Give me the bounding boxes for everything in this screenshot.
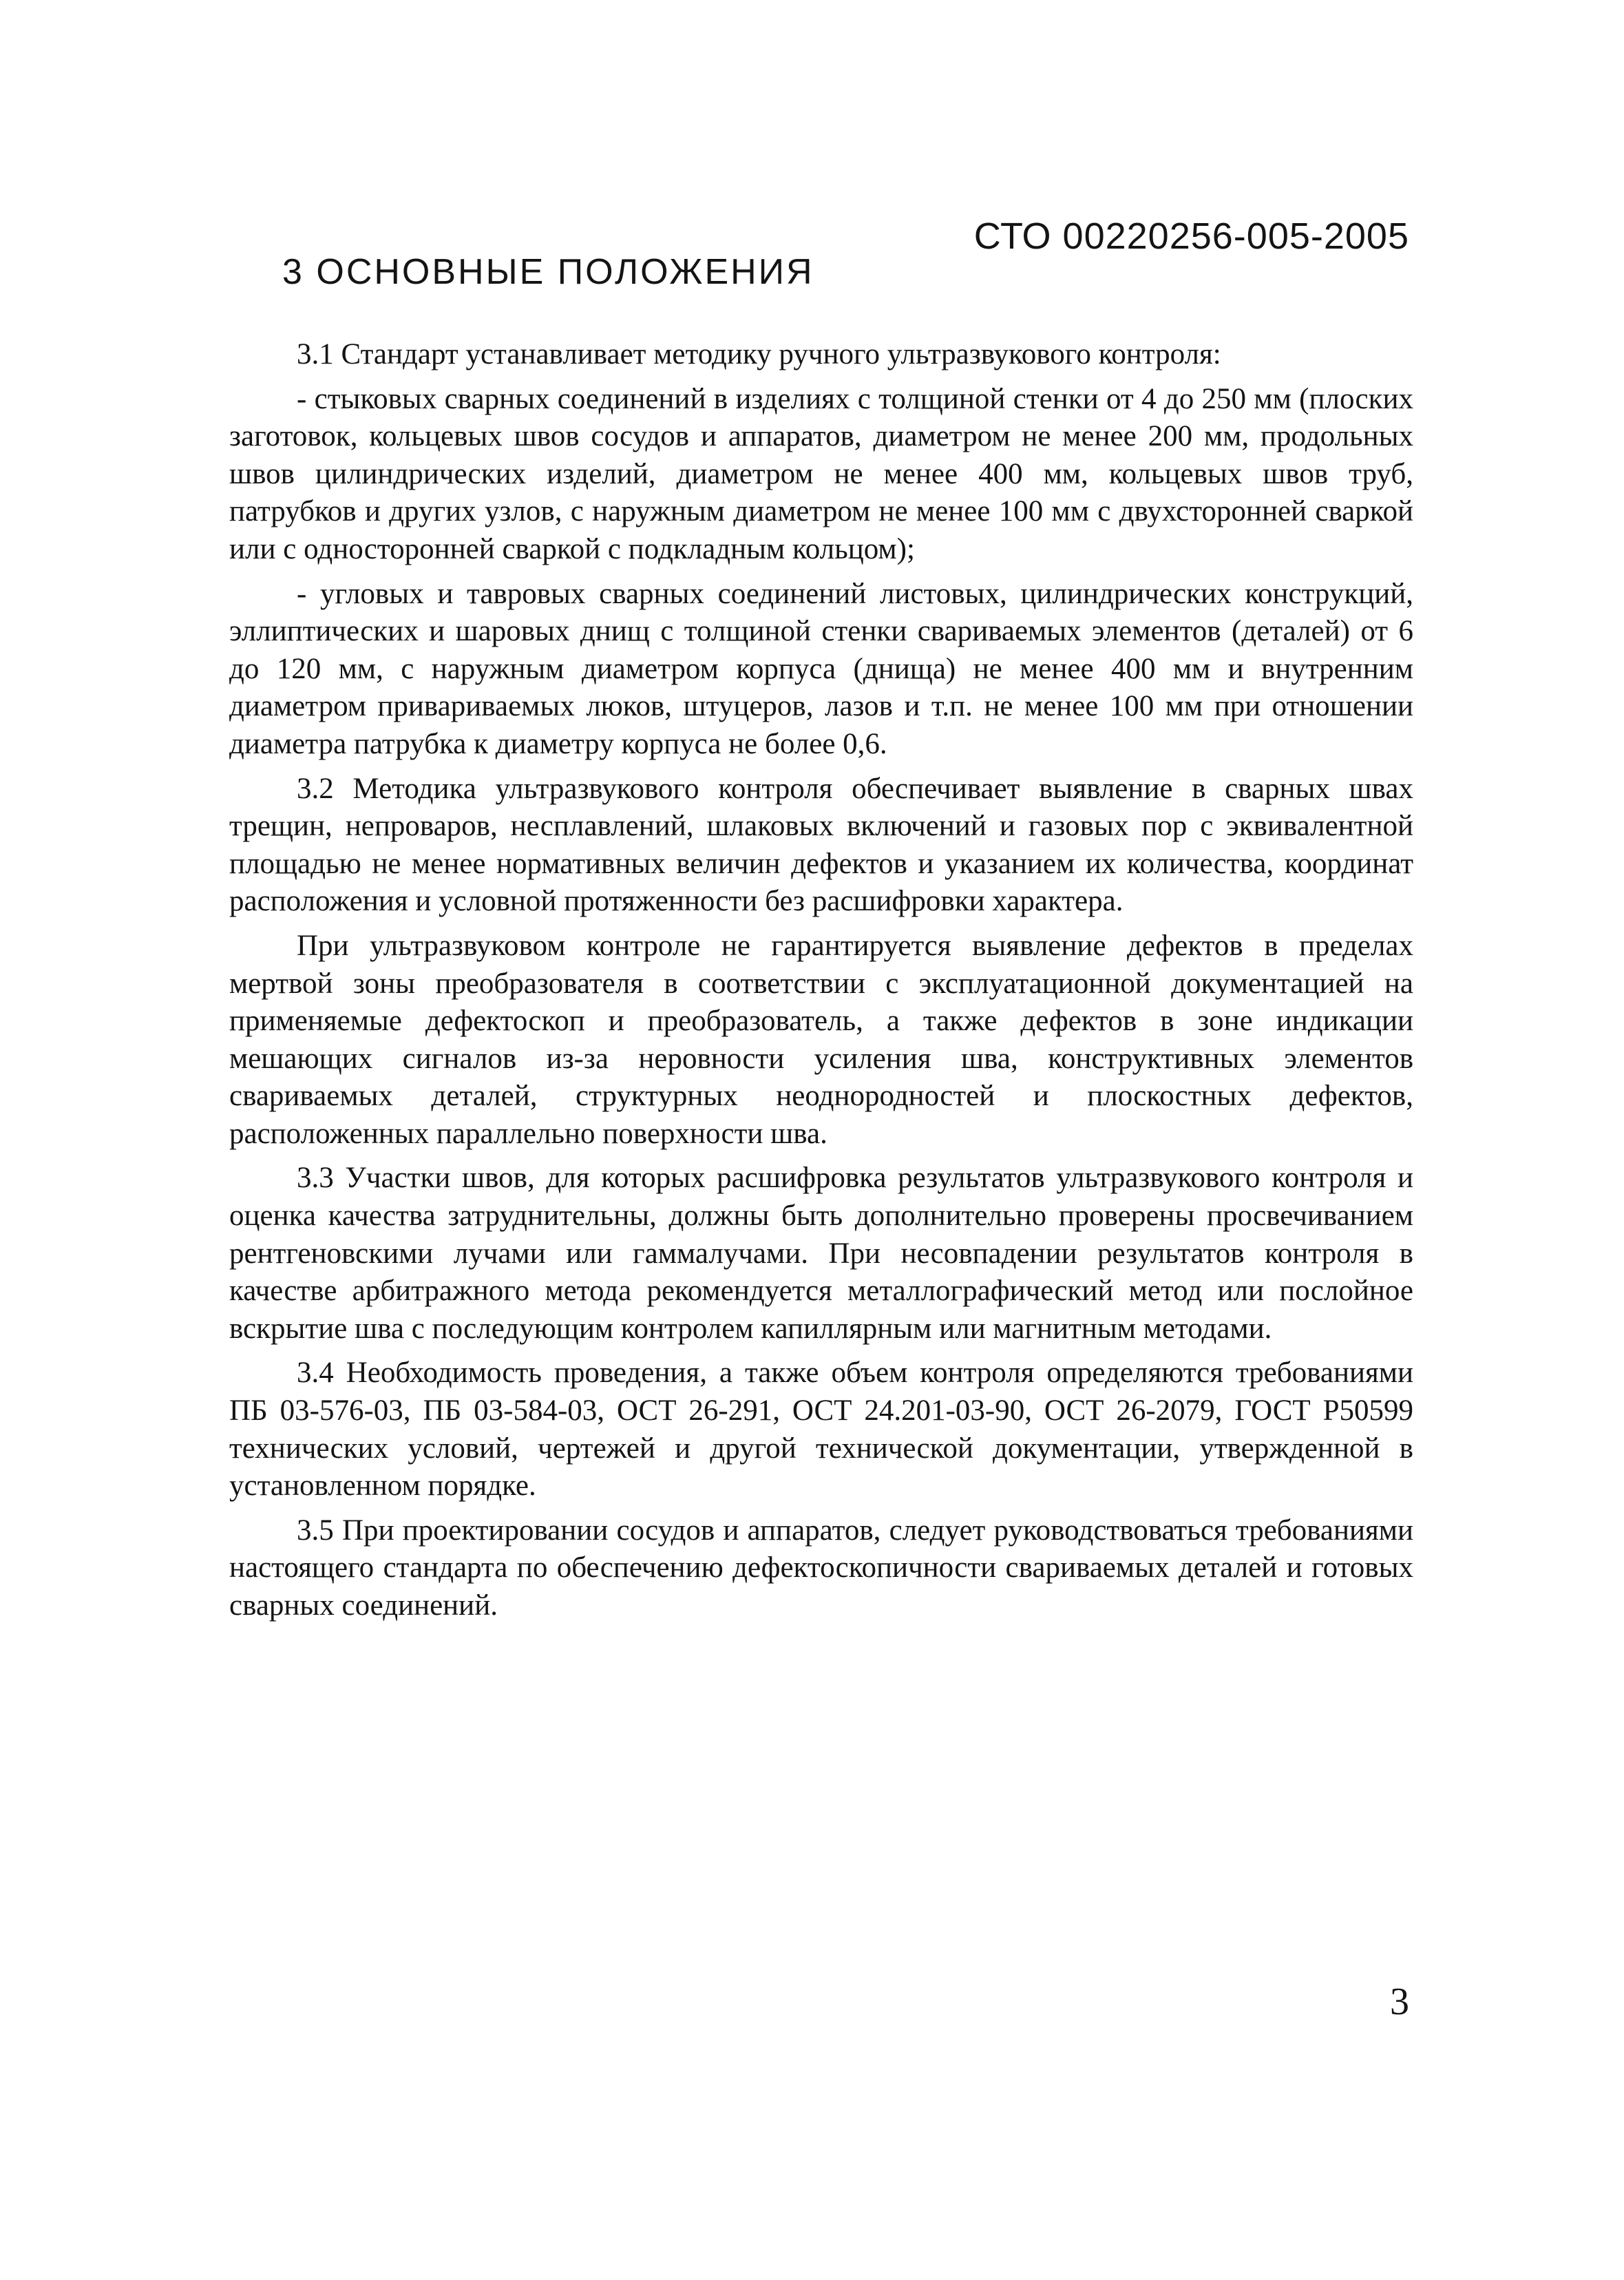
paragraph-3-1-butt-joints: - стыковых сварных соединений в изделиях с толщиной стенки от 4 до 250 мм (плоских заготовок, кольцевых швов сосудов и аппаратов, диаметром не менее 200 мм, продольных швов цилиндрических изделий, диаметром не менее 400 мм, кольцевых швов труб, патрубков и других узлов, с наружным диаметром не менее 100 мм с двухсторонней сваркой или с односторонней сваркой с подкладным кольцом); bbox=[229, 382, 1413, 565]
document-code: СТО 00220256-005-2005 bbox=[973, 216, 1409, 257]
paragraph-3-2-limitations: При ультразвуковом контроле не гарантируется выявление дефектов в пределах мертвой зоны преобразователя в соответствии с эксплуатационной документацией на применяемые дефектоскоп и преобразователь, а также дефектов в зоне индикации мешающих сигналов из-за неровности усиления шва, конструктивных элементов свариваемых деталей, структурных неоднородностей и плоскостных дефектов, расположенных параллельно поверхности шва. bbox=[229, 929, 1413, 1150]
paragraph-3-2: 3.2 Методика ультразвукового контроля обеспечивает выявление в сварных швах трещин, непроваров, несплавлений, шлаковых включений и газовых пор с эквивалентной площадью не менее нормативных величин дефектов и указанием их количества, координат расположения и условной протяженности без расшифровки характера. bbox=[229, 772, 1413, 918]
paragraph-3-1-corner-joints: - угловых и тавровых сварных соединений листовых, цилиндрических конструкций, эллиптических и шаровых днищ с толщиной стенки свариваемых элементов (деталей) от 6 до 120 мм, с наружным диаметром корпуса (днища) не менее 400 мм и внутренним диаметром привариваемых люков, штуцеров, лазов и т.п. не менее 100 мм при отношении диаметра патрубка к диаметру корпуса не более 0,6. bbox=[229, 577, 1413, 760]
page-number: 3 bbox=[1390, 1980, 1409, 2023]
paragraph-3-4: 3.4 Необходимость проведения, а также объем контроля определяются требованиями ПБ 03-576-03, ПБ 03-584-03, ОСТ 26-291, ОСТ 24.201-03-90, ОСТ 26-2079, ГОСТ Р50599 технических условий, чертежей и другой технической документации, утвержденной в установленном порядке. bbox=[229, 1357, 1413, 1503]
section-title: 3 ОСНОВНЫЕ ПОЛОЖЕНИЯ bbox=[282, 252, 814, 292]
section-body bbox=[229, 336, 1413, 1632]
paragraph-3-3: 3.3 Участки швов, для которых расшифровка результатов ультразвукового контроля и оценка качества затруднительны, должны быть дополнительно проверены просвечиванием рентгеновскими лучами или гаммалучами. При несовпадении результатов контроля в качестве арбитражного метода рекомендуется металлографический метод или послойное вскрытие шва с последующим контролем капиллярным или магнитным методами. bbox=[229, 1162, 1413, 1345]
paragraph-3-1: 3.1 Стандарт устанавливает методику ручного ультразвукового контроля: bbox=[297, 338, 1221, 370]
paragraph-3-5: 3.5 При проектировании сосудов и аппаратов, следует руководствоваться требованиями настоящего стандарта по обеспечению дефектоскопичности свариваемых деталей и готовых сварных соединений. bbox=[229, 1514, 1413, 1622]
